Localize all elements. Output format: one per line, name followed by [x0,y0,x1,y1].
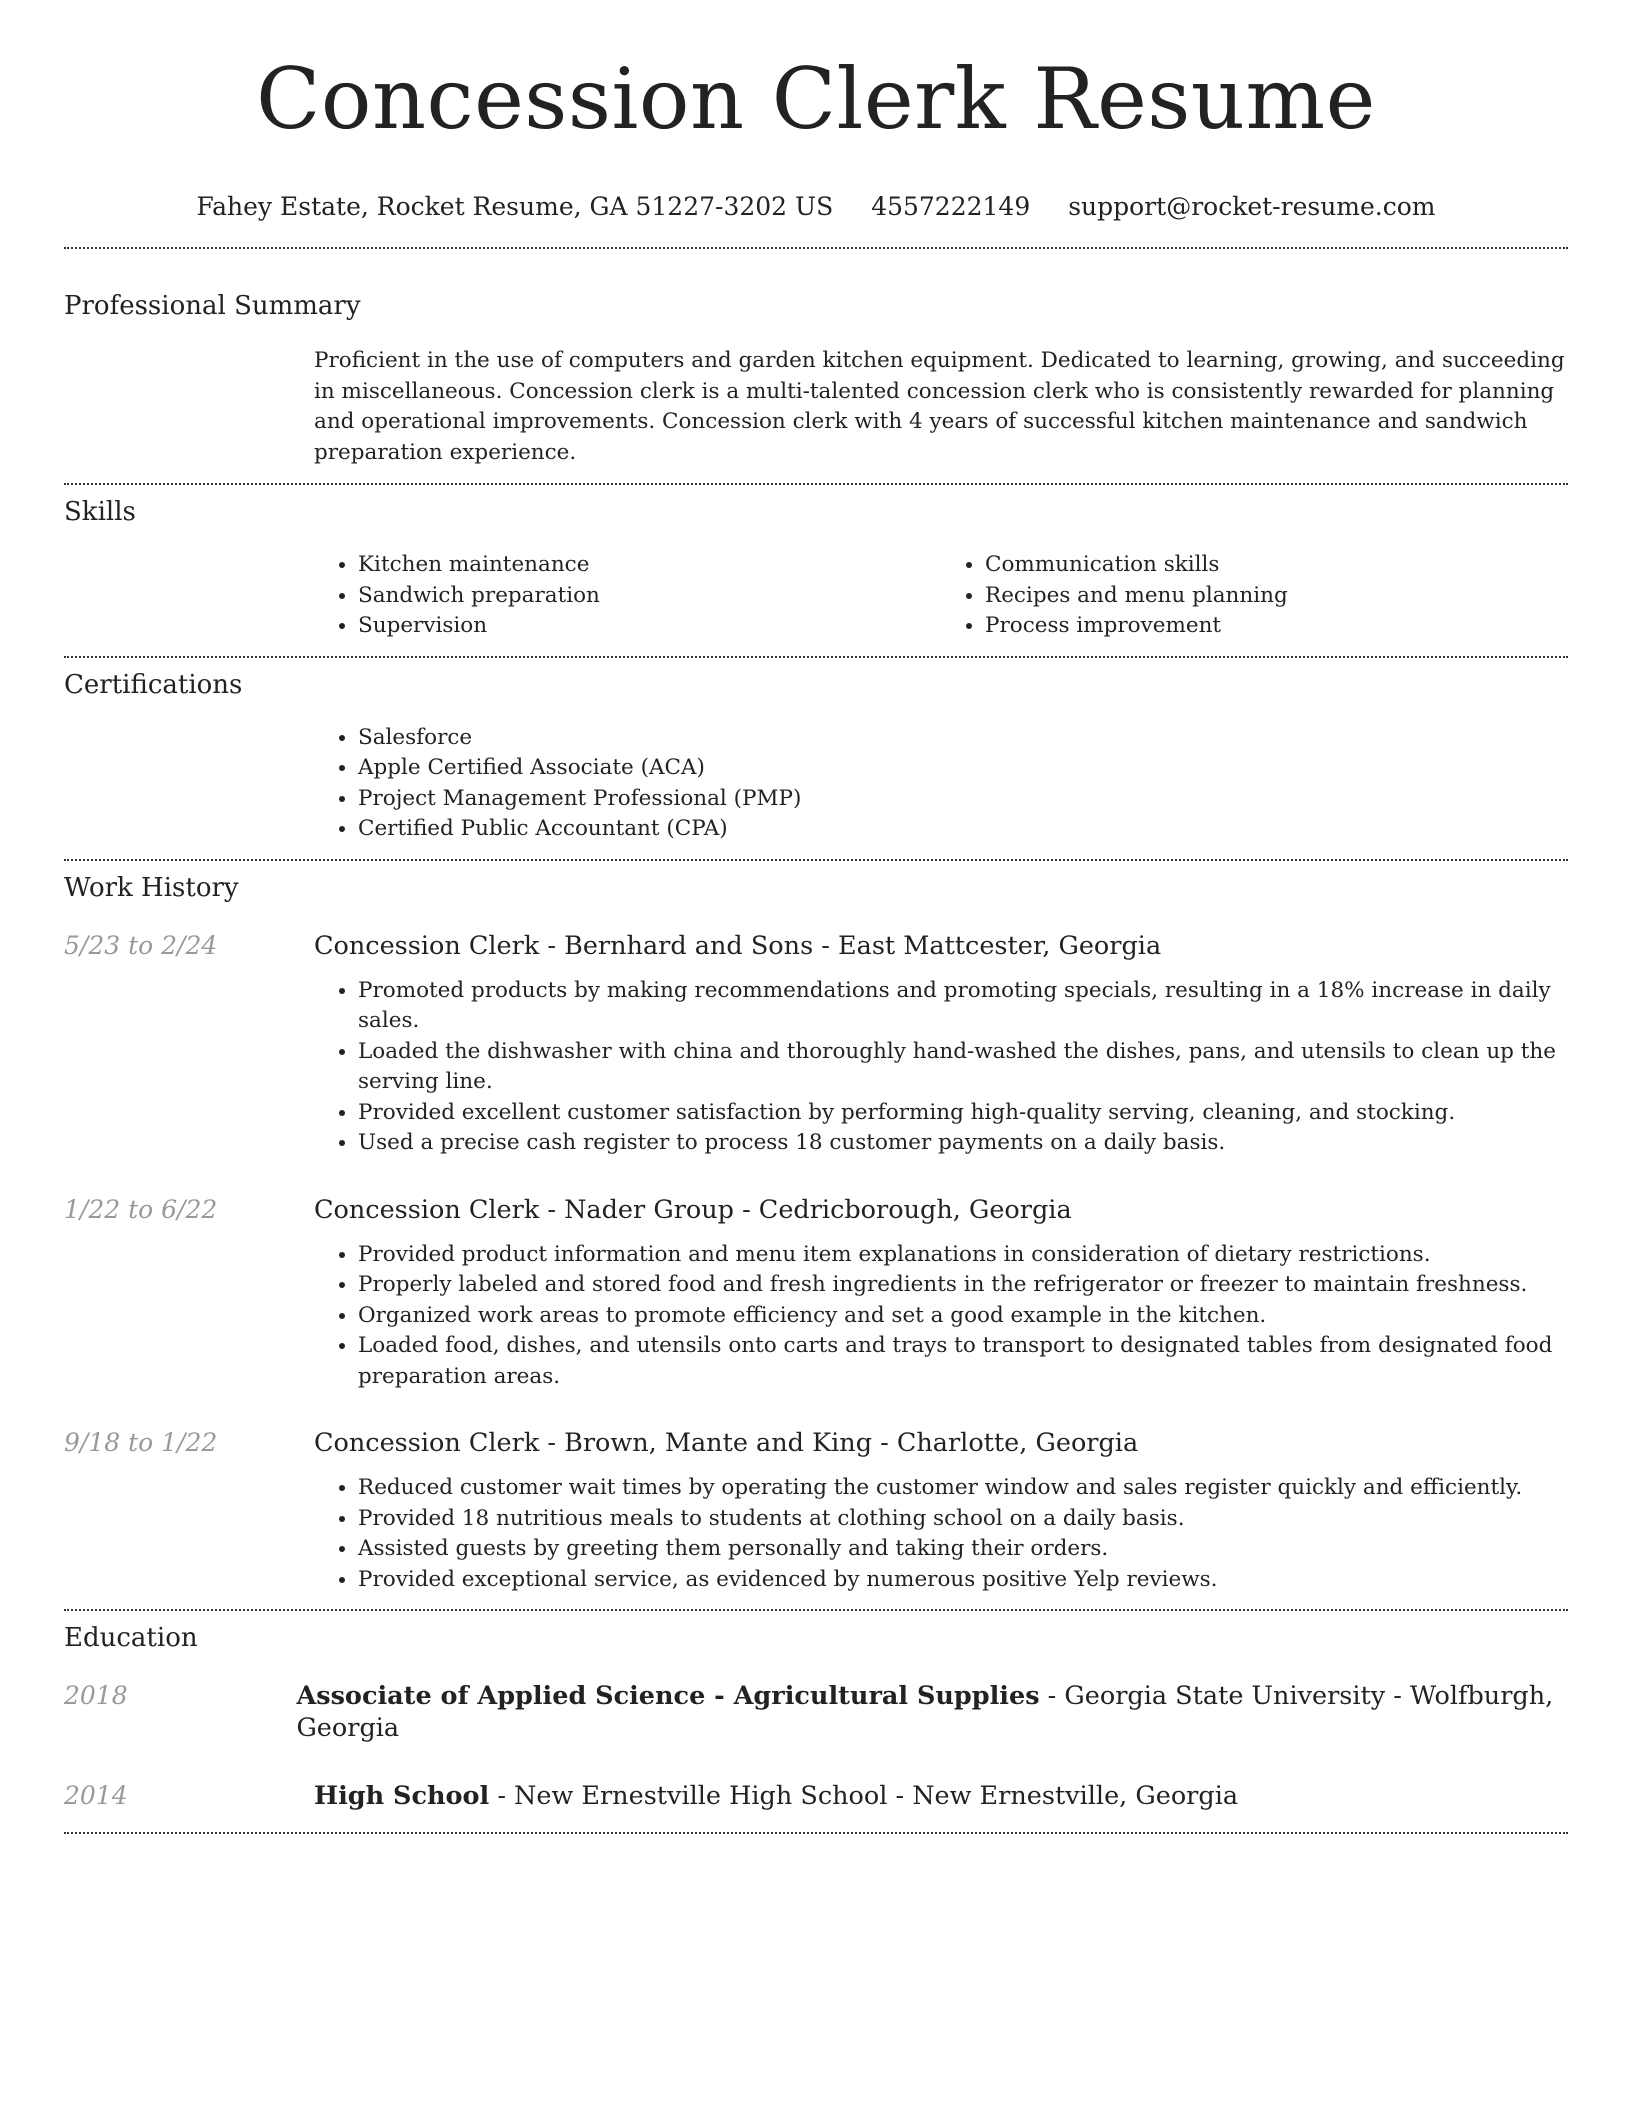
certifications-list [314,723,1568,845]
section-heading-work-history: Work History [64,872,239,903]
divider [64,1832,1568,1834]
education-degree: High School [314,1781,490,1811]
skill-item: • Process improvement [985,611,1568,642]
job-dates: 1/22 to 6/22 [64,1194,218,1224]
divider [64,859,1568,861]
education-entry [64,1780,1568,1812]
skills-list [314,550,1568,642]
contact-line [64,192,1568,222]
certification-item: • Project Management Professional (PMP) [358,784,1568,815]
job-title: Concession Clerk - Brown, Mante and King - Charlotte, Georgia [314,1428,1139,1458]
divider [64,1609,1568,1611]
job-bullet: • Loaded the dishwasher with china and thoroughly hand-washed the dishes, pans, and utensils to clean up the serving line. [358,1037,1568,1098]
job-bullet: • Organized work areas to promote efficiency and set a good example in the kitchen. [358,1301,1568,1332]
job-dates: 5/23 to 2/24 [64,930,218,960]
job-bullet: • Provided 18 nutritious meals to students at clothing school on a daily basis. [358,1504,1568,1535]
job-bullet: • Promoted products by making recommendations and promoting specials, resulting in a 18% increase in daily sales. [358,976,1568,1037]
job-title: Concession Clerk - Bernhard and Sons - East Mattcester, Georgia [314,930,1162,961]
job-bullet: • Properly labeled and stored food and fresh ingredients in the refrigerator or freezer to maintain freshness. [358,1270,1568,1301]
job-bullet: • Provided product information and menu item explanations in consideration of dietary restrictions. [358,1240,1568,1271]
skill-item: • Kitchen maintenance [358,550,941,581]
education-school: - New Ernestville High School - New Ernestville, Georgia [489,1781,1239,1811]
section-heading-education: Education [64,1623,198,1653]
education-school: - Georgia State University - Wolfburgh, Georgia [296,1681,1554,1743]
section-heading-skills: Skills [64,497,136,527]
summary-text: Proficient in the use of computers and garden kitchen equipment. Dedicated to learning, growing, and succeeding in miscellaneous. Concession clerk is a multi-talented concession clerk who is consistently rewarded for planning and operational improvements. Concession clerk with 4 years of successful kitchen maintenance and sandwich preparation experience. [314,348,1565,465]
certification-item: • Salesforce [358,723,1568,754]
job-bullets [314,976,1568,1159]
job-bullets [314,1240,1568,1393]
section-heading-summary: Professional Summary [64,291,361,321]
resume-page [64,0,1568,1834]
job-entry [64,1194,1568,1226]
resume-title: Concession Clerk Resume [256,50,1376,148]
job-bullet: • Loaded food, dishes, and utensils onto carts and trays to transport to designated tables from designated food preparation areas. [358,1331,1568,1392]
certification-item: • Certified Public Accountant (CPA) [358,814,1568,845]
education-degree: Associate of Applied Science - Agricultural Supplies [296,1681,1040,1711]
education-detail [314,1780,1238,1812]
job-bullets [314,1473,1568,1595]
divider [64,656,1568,658]
divider [64,247,1568,249]
certification-item: • Apple Certified Associate (ACA) [358,753,1568,784]
skill-item: • Recipes and menu planning [985,581,1568,612]
job-entry [64,930,1568,962]
job-entry [64,1427,1568,1459]
skill-item: • Supervision [358,611,941,642]
job-dates: 9/18 to 1/22 [64,1428,218,1457]
job-bullet: • Provided excellent customer satisfaction by performing high-quality serving, cleaning, and stocking. [358,1098,1568,1129]
skill-item: • Communication skills [985,550,1568,581]
job-bullet: • Used a precise cash register to process 18 customer payments on a daily basis. [358,1128,1568,1159]
contact-phone: 4557222149 [871,192,1031,221]
job-title: Concession Clerk - Nader Group - Cedricborough, Georgia [314,1194,1072,1225]
education-year: 2018 [64,1681,128,1710]
contact-address: Fahey Estate, Rocket Resume, GA 51227-3202 US [196,192,834,221]
job-bullet: • Assisted guests by greeting them personally and taking their orders. [358,1534,1568,1565]
skills-column-2 [941,550,1568,642]
education-year: 2014 [64,1781,128,1810]
section-heading-certifications: Certifications [64,669,243,700]
skills-column-1 [314,550,941,642]
education-detail [296,1680,1568,1744]
skill-item: • Sandwich preparation [358,581,941,612]
job-bullet: • Reduced customer wait times by operating the customer window and sales register quickly and efficiently. [358,1473,1568,1504]
contact-email: support@rocket-resume.com [1068,192,1436,221]
education-entry [64,1680,1568,1744]
divider [64,483,1568,485]
job-bullet: • Provided exceptional service, as evidenced by numerous positive Yelp reviews. [358,1565,1568,1596]
